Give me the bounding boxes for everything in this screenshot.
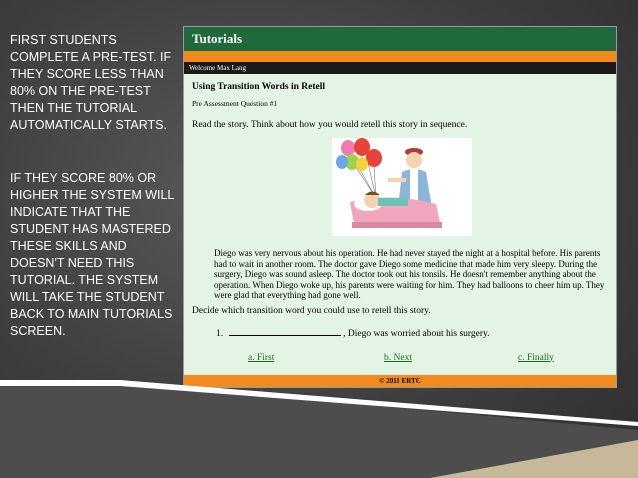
slide-notes	[10, 32, 178, 376]
question-prompt: Decide which transition word you could use to retell this story.	[192, 305, 431, 316]
header-accent-bar	[184, 51, 616, 62]
choice-finally[interactable]: c. Finally	[518, 352, 554, 363]
hospital-illustration	[332, 138, 472, 236]
decorative-stripes	[0, 360, 638, 478]
instruction-text: Read the story. Think about how you would retell this story in sequence.	[192, 120, 468, 130]
notes-paragraph-mastery: IF THEY SCORE 80% OR HIGHER THE SYSTEM WILL INDICATE THAT THE STUDENT HAS MASTERED THESE SKILLS AND DOESN'T NEED THIS TUTORIAL. THE SYSTEM WILL TAKE THE STUDENT BACK TO MAIN TUTORIALS SCREEN.	[10, 171, 174, 338]
sentence-end: , Diego was worried about his surgery.	[343, 328, 490, 339]
tutorial-header: Tutorials	[184, 27, 616, 51]
choice-first[interactable]: a. First	[248, 352, 275, 363]
notes-paragraph-pretest: FIRST STUDENTS COMPLETE A PRE-TEST. IF THEY SCORE LESS THAN 80% ON THE PRE-TEST THEN THE TUTORIAL AUTOMATICALLY STARTS.	[10, 33, 172, 132]
question-label: Pre Assessment Question #1	[192, 99, 278, 108]
lesson-title: Using Transition Words in Retell	[192, 82, 326, 92]
footer-bar: © 2011 ERTC	[184, 375, 616, 387]
fill-in-sentence	[216, 326, 608, 339]
item-number: 1.	[216, 328, 224, 339]
question-content	[184, 74, 616, 371]
tutorial-window	[183, 26, 617, 388]
balloons-icon	[336, 138, 382, 198]
welcome-bar: Welcome Max Lang	[184, 62, 616, 74]
choice-next[interactable]: b. Next	[384, 352, 412, 363]
answer-blank	[229, 326, 341, 336]
story-passage: Diego was very nervous about his operation. He had never stayed the night at a hospital before. His parents had to wait in another room. The doctor gave Diego some medicine that made him very sleepy. During the surgery, Diego was sound asleep. The doctor took out his tonsils. He doesn't remember anything about the operation. When Diego woke up, his parents were waiting for him. They had balloons to cheer him up. They were glad that everything had gone well.	[214, 248, 605, 300]
